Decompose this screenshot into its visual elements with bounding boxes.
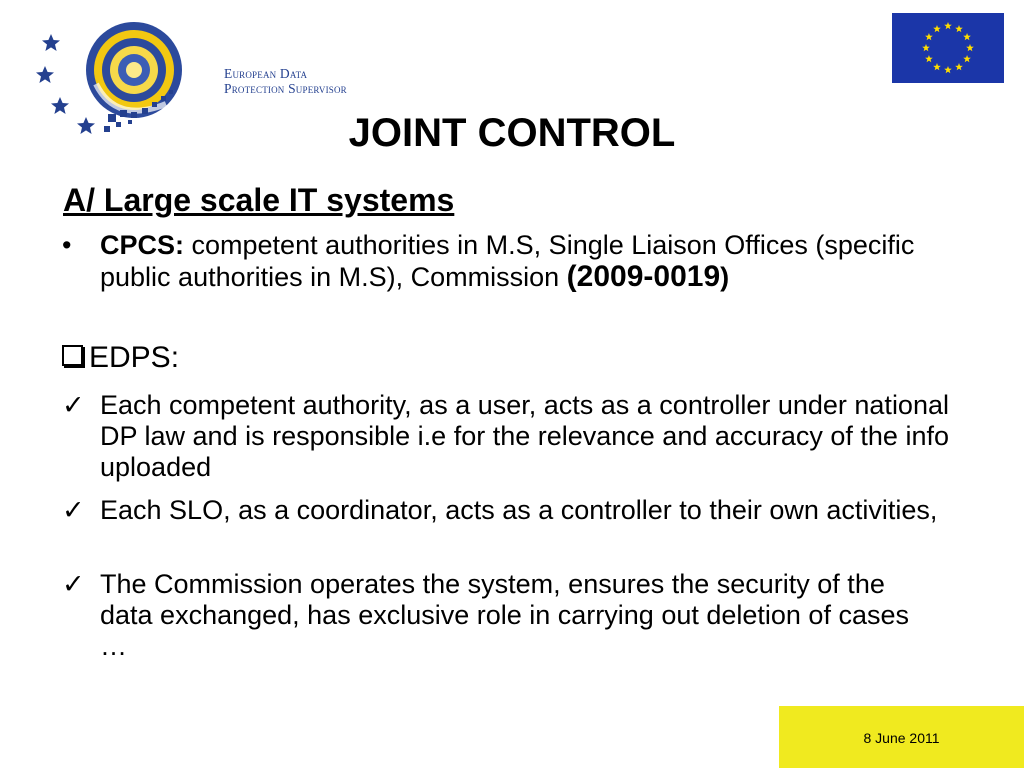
- section-heading: A/ Large scale IT systems: [63, 182, 455, 218]
- check-item-text: The Commission operates the system, ensures the security of the data exchanged, has exclusive role in carrying out deletion of cases …: [100, 569, 909, 661]
- checkbox-square-icon: [62, 345, 83, 366]
- check-item-text: Each SLO, as a coordinator, acts as a controller to their own activities,: [100, 495, 938, 525]
- logo-line-2: Protection Supervisor: [224, 81, 347, 96]
- check-item: [62, 569, 922, 662]
- cpcs-description: competent authorities in M.S, Single Liaison Offices (specific public authorities in M.S), Commission: [100, 230, 915, 292]
- eu-flag-icon: [892, 13, 1004, 83]
- date-text: 8 June 2011: [863, 730, 940, 746]
- check-item: [62, 495, 962, 526]
- cpcs-reference-close: ): [720, 262, 730, 292]
- check-item: [62, 390, 962, 483]
- checkmark-icon: ✓: [62, 390, 85, 420]
- slide-title: JOINT CONTROL: [348, 111, 676, 155]
- cpcs-label: CPCS:: [100, 230, 185, 260]
- checkmark-icon: ✓: [62, 569, 85, 599]
- edps-label: EDPS:: [89, 341, 180, 374]
- edps-heading: [62, 340, 179, 376]
- cpcs-bullet: [62, 230, 952, 293]
- date-footer: [779, 706, 1024, 768]
- checkmark-icon: ✓: [62, 495, 85, 525]
- check-item-text: Each competent authority, as a user, acts as a controller under national DP law and is responsible i.e for the relevance and accuracy of the info uploaded: [100, 390, 949, 482]
- cpcs-text: [100, 230, 952, 293]
- cpcs-reference: (2009-0019: [566, 260, 721, 293]
- bullet-marker: •: [62, 230, 72, 260]
- logo-text: [224, 66, 347, 96]
- logo-line-1: European Data: [224, 66, 308, 81]
